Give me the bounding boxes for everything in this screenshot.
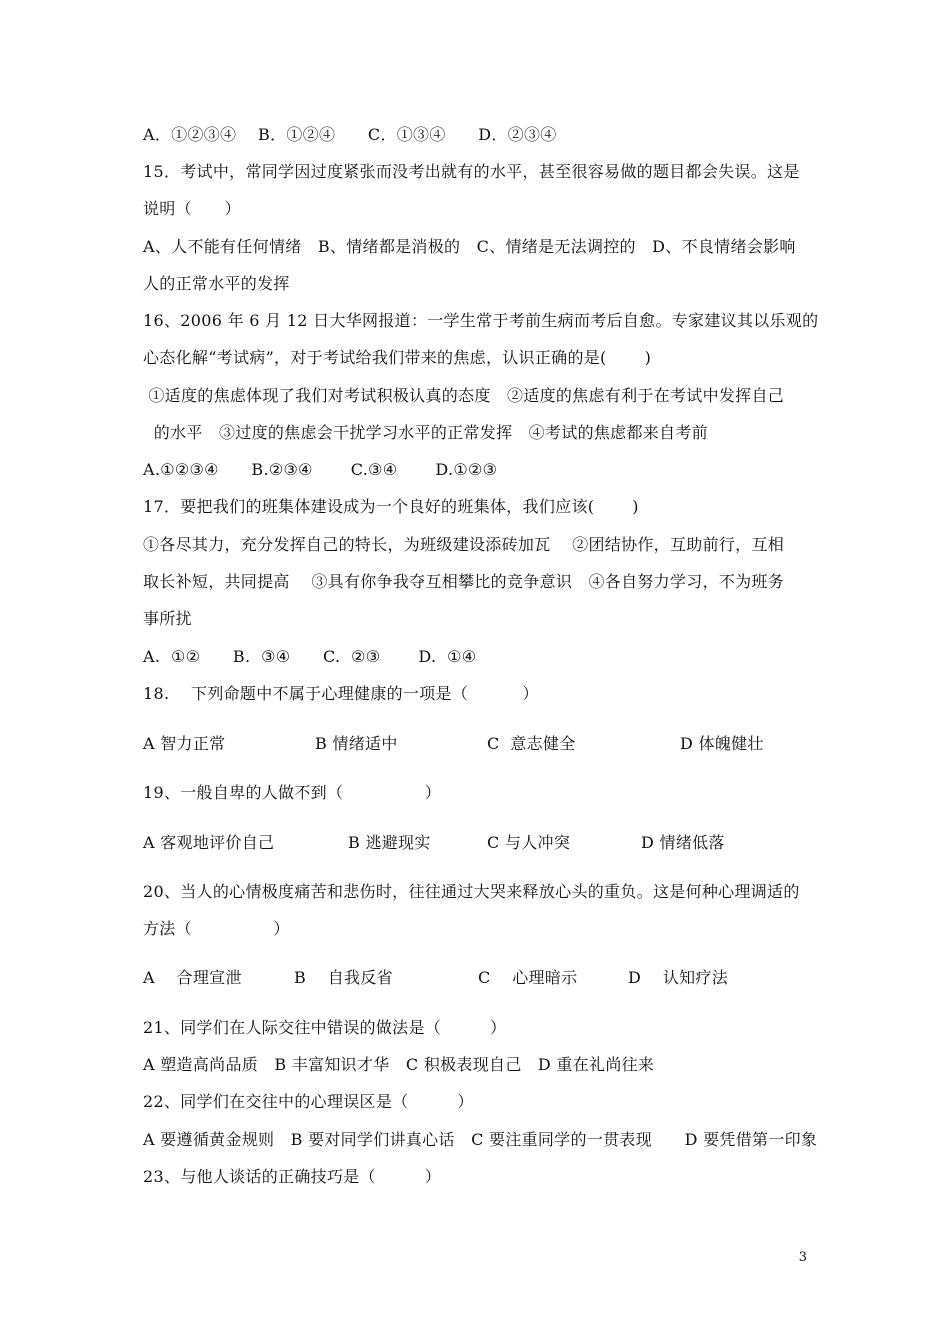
q20-text-cont: 方法（ ） xyxy=(143,919,290,938)
q19-option-b: B 逃避现实 xyxy=(348,833,431,852)
q23-text: 23、与他人谈话的正确技巧是（ ） xyxy=(143,1167,442,1186)
q14-options: A．①②③④ B．①②④ C．①③④ D．②③④ xyxy=(143,125,557,144)
q16-statements: ①适度的焦虑体现了我们对考试积极认真的态度 ②适度的焦虑有利于在考试中发挥自己 xyxy=(143,386,785,405)
q17-options: A. ①② B. ③④ C. ②③ D. ①④ xyxy=(143,647,477,666)
q20-option-c: C 心理暗示 xyxy=(478,968,578,987)
q21-text: 21、同学们在人际交往中错误的做法是（ ） xyxy=(143,1018,507,1037)
q15-options: A、人不能有任何情绪 B、情绪都是消极的 C、情绪是无法调控的 D、不良情绪会影响 xyxy=(143,237,796,256)
q22-options: A 要遵循黄金规则 B 要对同学们讲真心话 C 要注重同学的一贯表现 D 要凭借第一印象 xyxy=(143,1130,818,1149)
q18-option-c: C 意志健全 xyxy=(487,734,576,753)
q19-option-c: C 与人冲突 xyxy=(487,833,571,852)
q16-statements-cont: 的水平 ③过度的焦虑会干扰学习水平的正常发挥 ④考试的焦虑都来自考前 xyxy=(143,423,708,442)
q18-text: 18. 下列命题中不属于心理健康的一项是（ ） xyxy=(143,684,539,703)
q17-text: 17．要把我们的班集体建设成为一个良好的班集体，我们应该( ) xyxy=(143,497,639,516)
q15-text-cont: 说明（ ） xyxy=(143,199,241,218)
q15-options-cont: 人的正常水平的发挥 xyxy=(143,274,290,293)
q21-options: A 塑造高尚品质 B 丰富知识才华 C 积极表现自己 D 重在礼尚往来 xyxy=(143,1055,655,1074)
q19-option-d: D 情绪低落 xyxy=(641,833,725,852)
q18-option-d: D 体魄健壮 xyxy=(680,734,764,753)
q22-text: 22、同学们在交往中的心理误区是（ ） xyxy=(143,1092,474,1111)
page-number: 3 xyxy=(798,1250,807,1265)
q20-option-d: D 认知疗法 xyxy=(628,968,729,987)
q16-options: A.①②③④ B.②③④ C.③④ D.①②③ xyxy=(143,460,498,479)
q20-option-a: A 合理宣泄 xyxy=(143,968,242,987)
q16-text-cont: 心态化解“考试病”，对于考试给我们带来的焦虑，认识正确的是( ) xyxy=(143,348,652,367)
q18-option-b: B 情绪适中 xyxy=(315,734,398,753)
q19-option-a: A 客观地评价自己 xyxy=(143,833,275,852)
q15-text: 15．考试中，常同学因过度紧张而没考出就有的水平，甚至很容易做的题目都会失误。这是 xyxy=(143,162,800,181)
q17-statements: ①各尽其力，充分发挥自己的特长，为班级建设添砖加瓦 ②团结协作，互助前行，互相 xyxy=(143,535,785,554)
q20-option-b: B 自我反省 xyxy=(294,968,393,987)
q17-statements-cont: 取长补短，共同提高 ③具有你争我夺互相攀比的竞争意识 ④各自努力学习，不为班务 xyxy=(143,572,785,591)
q18-option-a: A 智力正常 xyxy=(143,734,226,753)
q16-text: 16、2006 年 6 月 12 日大华网报道：一学生常于考前生病而考后自愈。专家建议其以乐观的 xyxy=(143,311,819,330)
q20-text: 20、当人的心情极度痛苦和悲伤时，往往通过大哭来释放心头的重负。这是何种心理调适的 xyxy=(143,882,800,901)
q19-text: 19、一般自卑的人做不到（ ） xyxy=(143,783,442,802)
q17-statements-end: 事所扰 xyxy=(143,609,192,628)
